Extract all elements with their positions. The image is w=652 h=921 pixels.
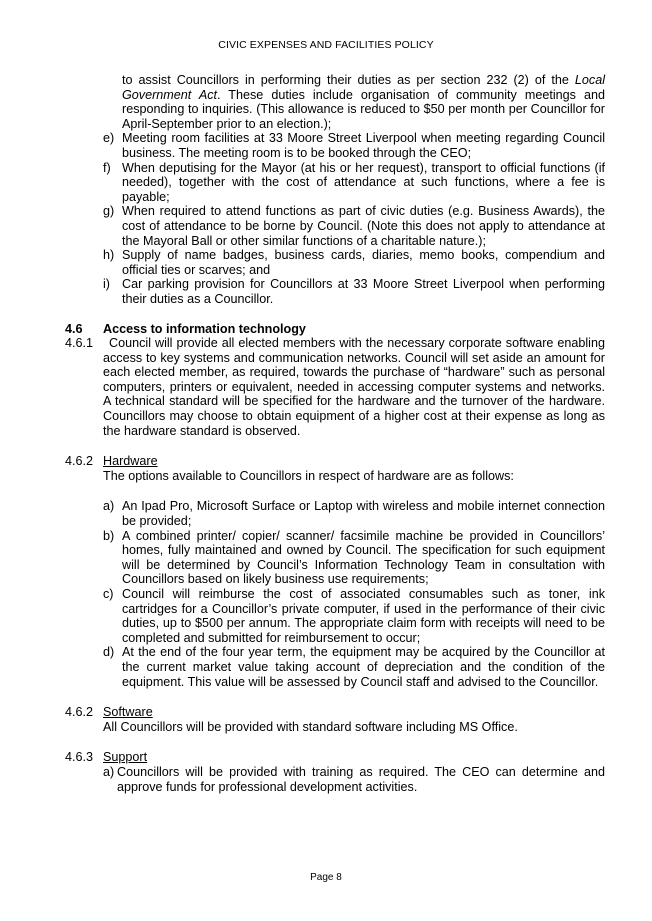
- section-4-6-2-hardware: 4.6.2 Hardware: [65, 454, 158, 469]
- section-4-6-1: 4.6.1 Council will provide all elected members with the necessary corporate software enabling access to key systems and communication networks. Council will set aside an amount for each elected member, as required, towards the purchase of “hardware” such as personal computers, printers or equivalent, needed in accessing computer systems and networks. A technical standard will be specified for the hardware and the turnover of the hardware. Councillors may choose to obtain equipment of a higher cost at their expense as long as the hardware standard is observed.: [65, 336, 605, 438]
- list-item: h) Supply of name badges, business cards, diaries, memo books, compendium and official ties or scarves; and: [103, 248, 605, 277]
- page-number: Page 8: [310, 872, 342, 883]
- software-text: All Councillors will be provided with standard software including MS Office.: [103, 719, 518, 734]
- list-item: d) At the end of the four year term, the equipment may be acquired by the Councillor at the current market value taking account of depreciation and the condition of the equipment. This value will be assessed by Council staff and advised to the Councillor.: [103, 645, 605, 689]
- page-header: CIVIC EXPENSES AND FACILITIES POLICY: [218, 39, 434, 51]
- list-item: b) A combined printer/ copier/ scanner/ facsimile machine be provided in Councillors’ homes, fully maintained and owned by Council. The specification for such equipment will be determined by Council’s Information Technology Team in consultation with Councillors based on likely business use requirements;: [103, 528, 605, 587]
- document-body: [65, 73, 605, 794]
- list-item: f) When deputising for the Mayor (at his or her request), transport to official functions (if needed), together with the cost of attendance at such functions, where a fee is payable;: [103, 160, 605, 204]
- act-name: Local Government Act: [122, 73, 605, 102]
- hardware-intro: The options available to Councillors in respect of hardware are as follows:: [103, 468, 514, 483]
- list-item: g) When required to attend functions as part of civic duties (e.g. Business Awards), the cost of attendance to be borne by Council. (Note this does not apply to attendance at the Mayoral Ball or other similar functions of a charitable nature.);: [103, 204, 605, 248]
- list-item: i) Car parking provision for Councillors at 33 Moore Street Liverpool when performing their duties as a Councillor.: [103, 277, 605, 306]
- list-item: a) Councillors will be provided with training as required. The CEO can determine and approve funds for professional development activities.: [103, 764, 605, 794]
- continued-paragraph: to assist Councillors in performing their duties as per section 232 (2) of the Local Government Act. These duties include organisation of community meetings and responding to inquiries. (This allowance is reduced to $50 per month per Councillor for April-September prior to an election.);: [122, 73, 605, 131]
- list-item: c) Council will reimburse the cost of associated consumables such as toner, ink cartridges for a Councillor’s private computer, if used in the performance of their civic duties, up to $500 per annum. The appropriate claim form with receipts will need to be completed and submitted for reimbursement to occur;: [103, 587, 605, 645]
- section-4-6-2-software: 4.6.2 Software: [65, 705, 153, 720]
- section-4-6-3-support: 4.6.3 Support: [65, 750, 148, 765]
- list-item: e) Meeting room facilities at 33 Moore Street Liverpool when meeting regarding Council business. The meeting room is to be booked through the CEO;: [103, 131, 605, 160]
- list-item: a) An Ipad Pro, Microsoft Surface or Laptop with wireless and mobile internet connection be provided;: [103, 499, 605, 529]
- section-heading-4-6: 4.6 Access to information technology: [65, 321, 306, 336]
